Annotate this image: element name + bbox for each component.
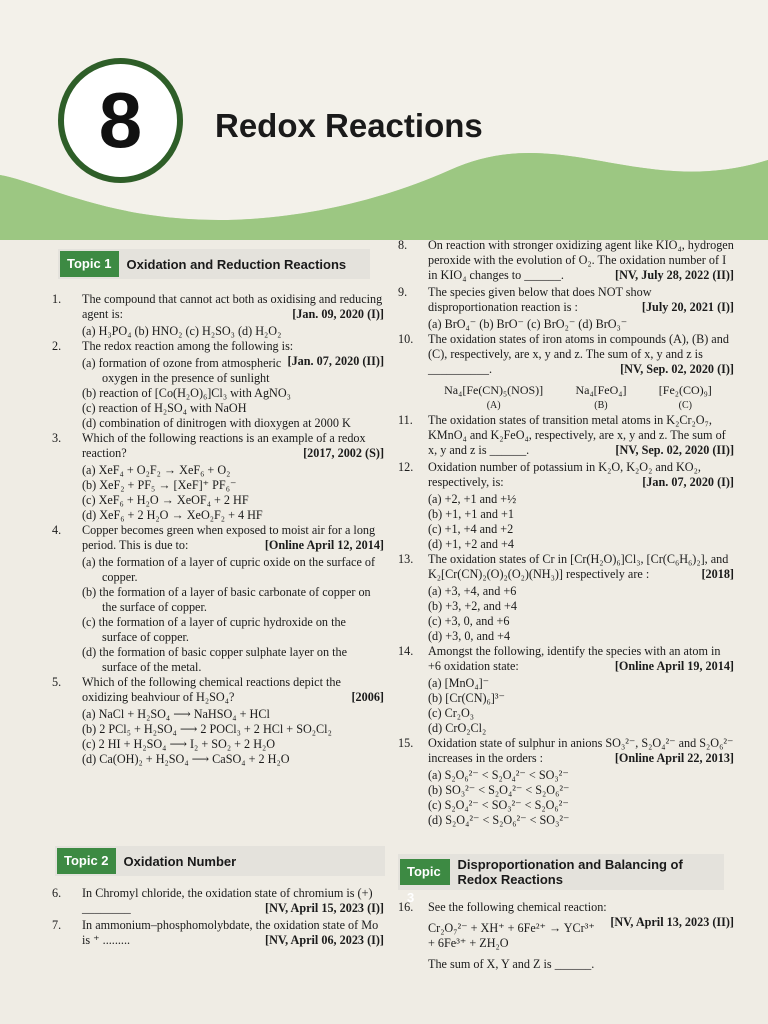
question-text	[428, 285, 734, 315]
exam-reference: [Jan. 07, 2020 (I)]	[642, 475, 734, 489]
question-stem: In ammonium–phosphomolybdate, the oxidation state of Mo is ⁺ .........	[82, 918, 379, 947]
right-column-topic3	[398, 900, 734, 972]
chapter-title: Redox Reactions	[215, 107, 483, 144]
question-number: 7.	[52, 918, 62, 932]
question-text	[428, 644, 734, 674]
question-stem: Copper becomes green when exposed to moist air for a long period. This is due to:	[82, 523, 376, 552]
option: (a) formation of ozone from atmospheric oxygen in the presence of sunlight	[82, 356, 282, 385]
question-text	[428, 736, 734, 766]
exam-reference: [NV, April 13, 2023 (II)]	[610, 915, 734, 929]
question-number: 15.	[398, 736, 414, 750]
question-item	[52, 675, 384, 705]
option: (a) H₃PO₄ (b) HNO₂ (c) H₂SO₃ (d) H₂O₂	[82, 324, 282, 338]
topic-title: Oxidation and Reduction Reactions	[126, 256, 347, 272]
option: (b) +1, +1 and +1	[428, 507, 514, 521]
compound-formula: Na₄[Fe(CN)₅(NOS)]	[444, 383, 544, 397]
question-stem: In Chromyl chloride, the oxidation state of chromium is (+) ________	[82, 886, 373, 915]
option: (b) the formation of a layer of basic carbonate of copper on the surface of copper.	[82, 585, 371, 614]
question-stem: See the following chemical reaction:	[428, 900, 607, 914]
chapter-number: 8	[58, 58, 183, 183]
options-list	[52, 324, 384, 339]
question-number: 4.	[52, 523, 62, 537]
options-list	[398, 676, 734, 736]
question-number: 9.	[398, 285, 408, 299]
options-list	[52, 707, 384, 767]
right-column	[398, 238, 734, 828]
question-stem: The oxidation states of iron atoms in compounds (A), (B) and (C), respectively, are x, y and z. The sum of x, y and z is __________.	[428, 332, 729, 376]
question-stem: The species given below that does NOT show disproportionation reaction is :	[428, 285, 652, 314]
option: (a) NaCl + H₂SO₄ ⟶ NaHSO₄ + HCl	[82, 707, 270, 721]
question-item	[398, 460, 734, 490]
option: (c) +3, 0, and +6	[428, 614, 510, 628]
question-text	[428, 332, 734, 377]
options-list	[52, 463, 384, 523]
topic-1-header	[58, 249, 370, 279]
option: (c) +1, +4 and +2	[428, 522, 514, 536]
exam-reference: [Online April 12, 2014]	[264, 538, 384, 552]
question-stem: Oxidation number of potassium in K₂O, K₂O₂ and KO₂, respectively, is:	[428, 460, 701, 489]
option: (a) +3, +4, and +6	[428, 584, 517, 598]
compound-label: (A)	[486, 400, 501, 411]
option: (a) [MnO₄]⁻	[428, 676, 490, 690]
question-stem: On reaction with stronger oxidizing agent like KIO₄, hydrogen peroxide with the evolution of O₂. The oxidation number of I in KIO₄ changes to ______.	[428, 238, 734, 282]
exam-reference: [2017, 2002 (S)]	[303, 446, 384, 460]
option: (c) XeF₆ + H₂O → XeOF₄ + 2 HF	[82, 493, 249, 507]
question-item	[398, 413, 734, 458]
question-item	[52, 918, 384, 948]
exam-reference: [2018]	[701, 567, 734, 581]
exam-reference: [NV, July 28, 2022 (II)]	[615, 268, 734, 282]
question-number: 13.	[398, 552, 414, 566]
topic-2-header	[55, 846, 385, 876]
question-item	[52, 886, 384, 916]
question-item	[398, 285, 734, 315]
exam-reference: [NV, April 15, 2023 (I)]	[265, 901, 384, 915]
question-stem: Amongst the following, identify the species with an atom in +6 oxidation state:	[428, 644, 721, 673]
option: (b) reaction of [Co(H₂O)₆]Cl₃ with AgNO₃	[82, 386, 291, 400]
option: (d) +3, 0, and +4	[428, 629, 511, 643]
question-item	[52, 431, 384, 461]
question-stem: The redox reaction among the following is:	[82, 339, 294, 353]
exam-reference: [Online April 19, 2014]	[614, 659, 734, 673]
compound-label: (C)	[678, 400, 692, 411]
option: (b) [Cr(CN)₆]³⁻	[428, 691, 505, 705]
option: (a) the formation of a layer of cupric oxide on the surface of copper.	[82, 555, 376, 584]
exam-reference: [July 20, 2021 (I)]	[641, 300, 734, 314]
question-number: 11.	[398, 413, 413, 427]
question-text	[82, 431, 384, 461]
question-text	[428, 552, 734, 582]
question-text	[82, 523, 384, 553]
question-stem: Which of the following reactions is an example of a redox reaction?	[82, 431, 366, 460]
option: (c) Cr₂O₃	[428, 706, 475, 720]
question-stem: The oxidation states of transition metal atoms in K₂Cr₂O₇, KMnO₄ and K₂FeO₄, respectively, are x, y and z. The sum of x, y and z is ______.	[428, 413, 726, 457]
question-text	[82, 292, 384, 322]
exam-reference: [NV, Sep. 02, 2020 (II)]	[615, 443, 734, 457]
question-item	[52, 523, 384, 553]
question-stem: The compound that cannot act both as oxidising and reducing agent is:	[82, 292, 383, 321]
option: (b) SO₃²⁻ < S₂O₄²⁻ < S₂O₆²⁻	[428, 783, 570, 797]
option: (d) S₂O₄²⁻ < S₂O₆²⁻ < SO₃²⁻	[428, 813, 570, 827]
option: (a) S₂O₆²⁻ < S₂O₄²⁻ < SO₃²⁻	[428, 768, 569, 782]
question-number: 6.	[52, 886, 62, 900]
topic-title: Disproportionation and Balancing of Redox Reactions	[457, 857, 683, 887]
option: (a) XeF₄ + O₂F₂ → XeF₆ + O₂	[82, 463, 231, 477]
option: (c) reaction of H₂SO₄ with NaOH	[82, 401, 247, 415]
question-number: 8.	[398, 238, 408, 252]
topic-badge: Topic 2	[57, 848, 116, 874]
question-item	[398, 332, 734, 377]
exam-reference: [Online April 22, 2013]	[614, 751, 734, 765]
exam-reference: [NV, Sep. 02, 2020 (I)]	[620, 362, 734, 376]
chapter-header	[0, 0, 768, 240]
question-number: 14.	[398, 644, 414, 658]
left-column-topic2	[52, 886, 384, 950]
question-number: 16.	[398, 900, 414, 914]
compound-formula: [Fe₂(CO)₉]	[658, 383, 712, 397]
options-list	[398, 584, 734, 644]
question-number: 1.	[52, 292, 62, 306]
options-list	[398, 768, 734, 828]
options-list	[398, 317, 734, 332]
question-number: 5.	[52, 675, 62, 689]
question-stem: The oxidation states of Cr in [Cr(H₂O)₆]Cl₃, [Cr(C₆H₆)₂], and K₂[Cr(CN)₂(O)₂(O₂)(NH₃)] respectively are :	[428, 552, 729, 581]
option: (b) +3, +2, and +4	[428, 599, 517, 613]
question-item	[398, 900, 734, 929]
question-text	[428, 900, 734, 929]
question-item	[398, 552, 734, 582]
question-item	[398, 644, 734, 674]
topic-title: Oxidation Number	[123, 853, 237, 869]
topic-badge: Topic 3	[400, 859, 450, 885]
exam-reference: [Jan. 07, 2020 (II)]	[287, 354, 384, 368]
option: (b) 2 PCl₅ + H₂SO₄ ⟶ 2 POCl₃ + 2 HCl + SO₂Cl₂	[82, 722, 332, 736]
question-text	[82, 886, 384, 916]
compound-labels	[428, 383, 728, 413]
compound-formula: Na₄[FeO₄]	[575, 383, 627, 397]
option: (d) the formation of basic copper sulphate layer on the surface of the metal.	[82, 645, 347, 674]
option: (a) +2, +1 and +½	[428, 492, 517, 506]
exam-reference: [NV, April 06, 2023 (I)]	[265, 933, 384, 947]
exam-reference: [2006]	[351, 690, 384, 704]
options-list	[52, 555, 384, 675]
question-text	[428, 238, 734, 283]
question-number: 10.	[398, 332, 414, 346]
question-item	[52, 292, 384, 322]
topic-badge: Topic 1	[60, 251, 119, 277]
exam-reference: [Jan. 09, 2020 (I)]	[292, 307, 384, 321]
question-stem: Oxidation state of sulphur in anions SO₃²⁻, S₂O₄²⁻ and S₂O₆²⁻ increases in the orders :	[428, 736, 734, 765]
options-list	[398, 492, 734, 552]
question-item	[398, 238, 734, 283]
question-text	[428, 460, 734, 490]
option: (a) BrO₄⁻ (b) BrO⁻ (c) BrO₂⁻ (d) BrO₃⁻	[428, 317, 628, 331]
left-column	[52, 292, 384, 767]
question-item	[52, 339, 384, 368]
question-text	[82, 918, 384, 948]
question-text	[428, 413, 734, 458]
option: (d) Ca(OH)₂ + H₂SO₄ ⟶ CaSO₄ + 2 H₂O	[82, 752, 290, 766]
question-number: 2.	[52, 339, 62, 353]
option: (d) combination of dinitrogen with dioxygen at 2000 K	[82, 416, 351, 430]
compound	[659, 383, 712, 413]
question-stem: Which of the following chemical reactions depict the oxidizing beahviour of H₂SO₄?	[82, 675, 341, 704]
question-text	[82, 339, 384, 368]
compound	[444, 383, 543, 413]
question-tail: The sum of X, Y and Z is ______.	[428, 957, 595, 971]
compound	[575, 383, 626, 413]
option: (b) XeF₂ + PF₅ → [XeF]⁺ PF₆⁻	[82, 478, 237, 492]
option: (d) XeF₆ + 2 H₂O → XeO₂F₂ + 4 HF	[82, 508, 263, 522]
question-number: 3.	[52, 431, 62, 445]
option: (c) the formation of a layer of cupric hydroxide on the surface of copper.	[82, 615, 346, 644]
option: (d) CrO₂Cl₂	[428, 721, 487, 735]
question-item	[398, 736, 734, 766]
compound-label: (B)	[594, 400, 608, 411]
topic-3-header	[398, 854, 724, 905]
option: (c) 2 HI + H₂SO₄ ⟶ I₂ + SO₂ + 2 H₂O	[82, 737, 276, 751]
option: (d) +1, +2 and +4	[428, 537, 514, 551]
question-number: 12.	[398, 460, 414, 474]
option: (c) S₂O₄²⁻ < SO₃²⁻ < S₂O₆²⁻	[428, 798, 569, 812]
question-text	[82, 675, 384, 705]
reaction-equation: Cr₂O₇²⁻ + XH⁺ + 6Fe²⁺ → YCr³⁺ + 6Fe³⁺ + ZH₂O	[428, 921, 595, 950]
